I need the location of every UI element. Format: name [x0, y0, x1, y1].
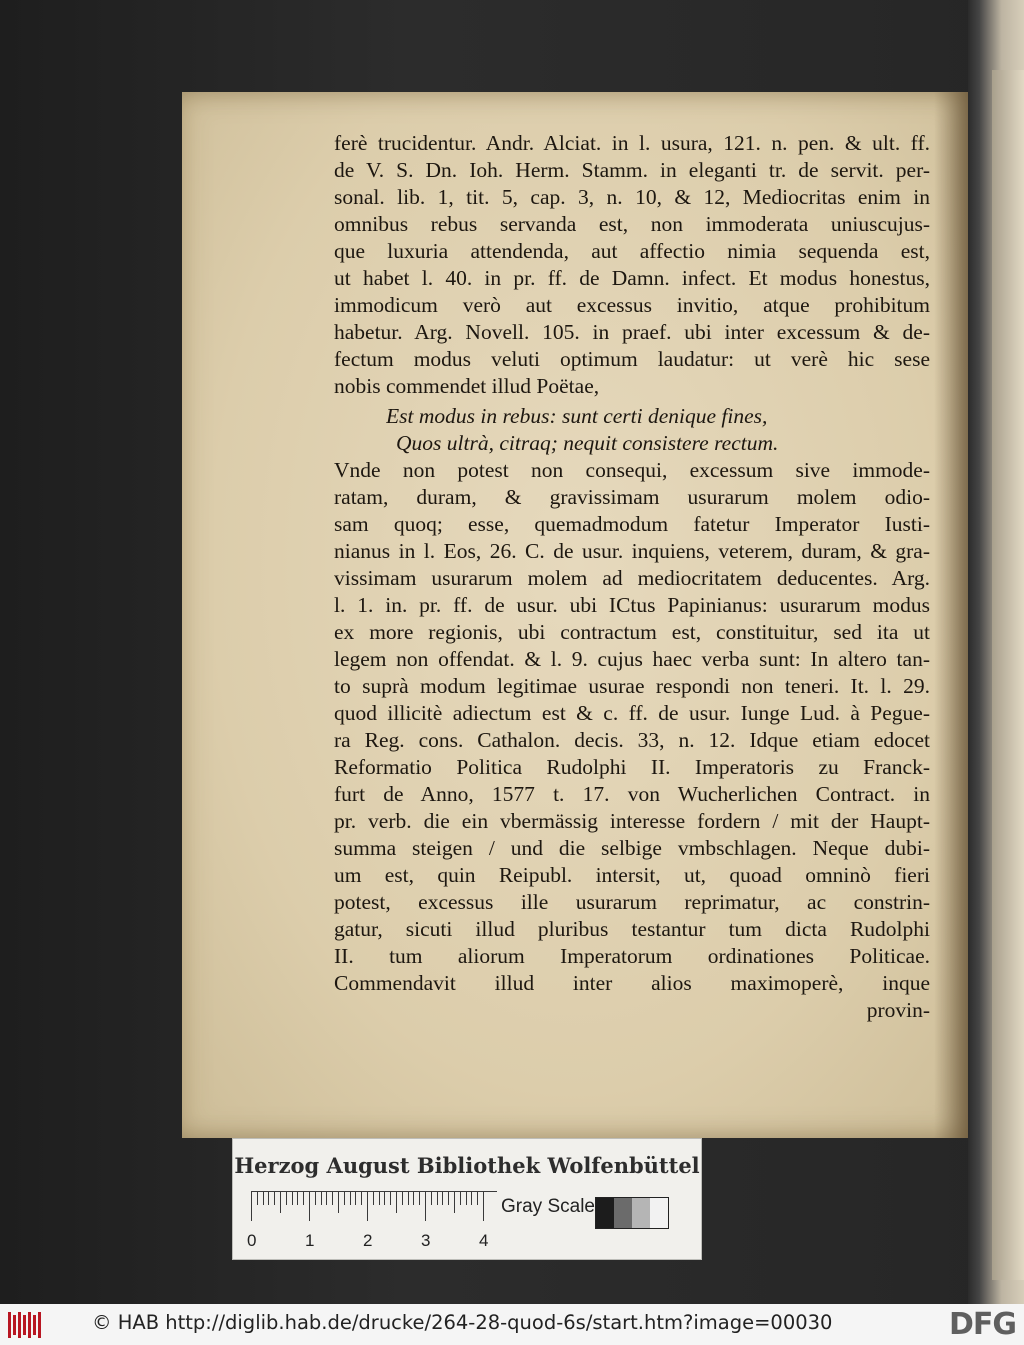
ruler-tick — [297, 1191, 298, 1205]
logo-stripe — [33, 1315, 36, 1335]
ruler-tick — [460, 1191, 461, 1205]
text-line: sonal. lib. 1, tit. 5, cap. 3, n. 10, & 12, Mediocritas enim in — [334, 185, 930, 209]
text-line: gatur, sicuti illud pluribus testantur tum dicta Rudolphi — [334, 917, 930, 941]
text-line: ut habet l. 40. in pr. ff. de Damn. infect. Et modus honestus, — [334, 266, 930, 290]
text-line: Vnde non potest non consequi, excessum sive immode- — [334, 458, 930, 482]
verse-line: Est modus in rebus: sunt certi denique fines, — [386, 404, 768, 428]
ruler-number: 3 — [421, 1231, 431, 1250]
text-line: II. tum aliorum Imperatorum ordinationes Politicae. — [334, 944, 930, 968]
text-line: potest, excessus ille usurarum reprimatur, ac constrin- — [334, 890, 930, 914]
logo-stripe — [38, 1312, 41, 1338]
ruler-tick — [442, 1191, 443, 1205]
swatch — [614, 1198, 632, 1228]
text-line: omnibus rebus servanda est, non immoderata uniuscujus- — [334, 212, 930, 236]
hab-logo-icon — [8, 1312, 44, 1338]
facing-page-edge — [968, 0, 1024, 1304]
logo-stripe — [23, 1315, 26, 1335]
ruler-tick — [437, 1191, 438, 1205]
verse-line: Quos ultrà, citraq; nequit consistere rectum. — [396, 431, 779, 455]
text-line: quod illicitè adiectum est & c. ff. de usur. Iunge Lud. à Pegue- — [334, 701, 930, 725]
grayscale-label: Gray Scale — [501, 1196, 595, 1217]
text-line: nianus in l. Eos, 26. C. de usur. inquiens, veterem, duram, & gra- — [334, 539, 930, 563]
text-line: vissimam usurarum molem ad mediocritatem deducentes. Arg. — [334, 566, 930, 590]
text-line: de V. S. Dn. Ioh. Herm. Stamm. in eleganti tr. de servit. per- — [334, 158, 930, 182]
ruler-tick — [431, 1191, 432, 1205]
ruler-tick — [286, 1191, 287, 1205]
text-line: ratam, duram, & gravissimam usurarum molem odio- — [334, 485, 930, 509]
ruler-tick — [390, 1191, 391, 1205]
ruler-tick — [332, 1191, 333, 1205]
text-line: furt de Anno, 1577 t. 17. von Wucherlichen Contract. in — [334, 782, 930, 806]
ruler-tick — [373, 1191, 374, 1205]
ruler-tick — [251, 1191, 252, 1221]
text-line: ex more regionis, ubi contractum est, constituitur, sed ita ut — [334, 620, 930, 644]
ruler-tick — [379, 1191, 380, 1205]
ruler-tick — [408, 1191, 409, 1205]
ruler-number: 2 — [363, 1231, 373, 1250]
text-line: um est, quin Reipubl. intersit, ut, quoad omninò fieri — [334, 863, 930, 887]
text-line: que luxuria attendenda, aut affectio nimia sequenda est, — [334, 239, 930, 263]
page-gutter-shadow — [934, 92, 968, 1138]
grayscale-swatches — [595, 1197, 669, 1229]
logo-stripe — [28, 1312, 31, 1338]
library-name: Herzog August Bibliothek Wolfenbüttel — [234, 1153, 700, 1178]
ruler-tick — [471, 1191, 472, 1205]
ruler-tick — [292, 1191, 293, 1205]
swatch — [632, 1198, 650, 1228]
footer-url[interactable]: © HAB http://diglib.hab.de/drucke/264-28-quod-6s/start.htm?image=00030 — [92, 1311, 833, 1334]
text-line: legem non offendat. & l. 9. cujus haec verba sunt: In altero tan- — [334, 647, 930, 671]
ruler-tick — [268, 1191, 269, 1205]
text-line: l. 1. in. pr. ff. de usur. ubi ICtus Papinianus: usurarum modus — [334, 593, 930, 617]
ruler-ticks — [251, 1191, 497, 1221]
ruler-tick — [367, 1191, 368, 1221]
ruler-tick — [257, 1191, 258, 1205]
ruler-tick — [454, 1191, 455, 1213]
text-line: Commendavit illud inter alios maximoperè, inque — [334, 971, 930, 995]
logo-stripe — [18, 1312, 21, 1338]
ruler-tick — [309, 1191, 310, 1221]
ruler-tick — [483, 1191, 484, 1221]
ruler-number: 0 — [247, 1231, 257, 1250]
ruler-tick — [425, 1191, 426, 1221]
text-line: fectum modus veluti optimum laudatur: ut verè hic sese — [334, 347, 930, 371]
ruler-tick — [477, 1191, 478, 1205]
ruler-tick — [315, 1191, 316, 1205]
text-line: nobis commendet illud Poëtae, — [334, 374, 600, 398]
dfg-logo: DFG — [948, 1307, 1016, 1342]
ruler-tick — [413, 1191, 414, 1205]
text-line: ra Reg. cons. Cathalon. decis. 33, n. 12. Idque etiam edocet — [334, 728, 930, 752]
text-line: to suprà modum legitimae usurae respondi non teneri. It. l. 29. — [334, 674, 930, 698]
ruler-tick — [303, 1191, 304, 1205]
ruler-number: 1 — [305, 1231, 315, 1250]
text-line: pr. verb. die ein vbermässig interesse fordern / mit der Haupt- — [334, 809, 930, 833]
text-line: ferè trucidentur. Andr. Alciat. in l. usura, 121. n. pen. & ult. ff. — [334, 131, 930, 155]
ruler-tick — [361, 1191, 362, 1205]
logo-stripe — [13, 1315, 16, 1335]
ruler-tick — [344, 1191, 345, 1205]
ruler-tick — [419, 1191, 420, 1205]
ruler-tick — [402, 1191, 403, 1205]
ruler-tick — [466, 1191, 467, 1205]
catchword: provin- — [866, 998, 930, 1022]
ruler-tick — [396, 1191, 397, 1213]
text-line: summa steigen / und die selbige vmbschlagen. Neque dubi- — [334, 836, 930, 860]
swatch — [596, 1198, 614, 1228]
ruler-tick — [384, 1191, 385, 1205]
ruler-tick — [280, 1191, 281, 1213]
swatch — [650, 1198, 668, 1228]
ruler-tick — [326, 1191, 327, 1205]
ruler-tick — [350, 1191, 351, 1205]
text-line: immodicum verò aut excessus invitio, atque prohibitum — [334, 293, 930, 317]
ruler-number: 4 — [479, 1231, 489, 1250]
ruler-tick — [355, 1191, 356, 1205]
ruler-tick — [448, 1191, 449, 1205]
footer-bar — [0, 1304, 1024, 1345]
page-text — [334, 130, 930, 1040]
text-line: Reformatio Politica Rudolphi II. Imperatoris zu Franck- — [334, 755, 930, 779]
ruler-tick — [274, 1191, 275, 1205]
color-calibration-card — [232, 1138, 702, 1260]
ruler-tick — [263, 1191, 264, 1205]
ruler-tick — [321, 1191, 322, 1205]
logo-stripe — [8, 1312, 11, 1338]
ruler-tick — [338, 1191, 339, 1213]
text-line: habetur. Arg. Novell. 105. in praef. ubi inter excessum & de- — [334, 320, 930, 344]
text-line: sam quoq; esse, quemadmodum fatetur Imperator Iusti- — [334, 512, 930, 536]
